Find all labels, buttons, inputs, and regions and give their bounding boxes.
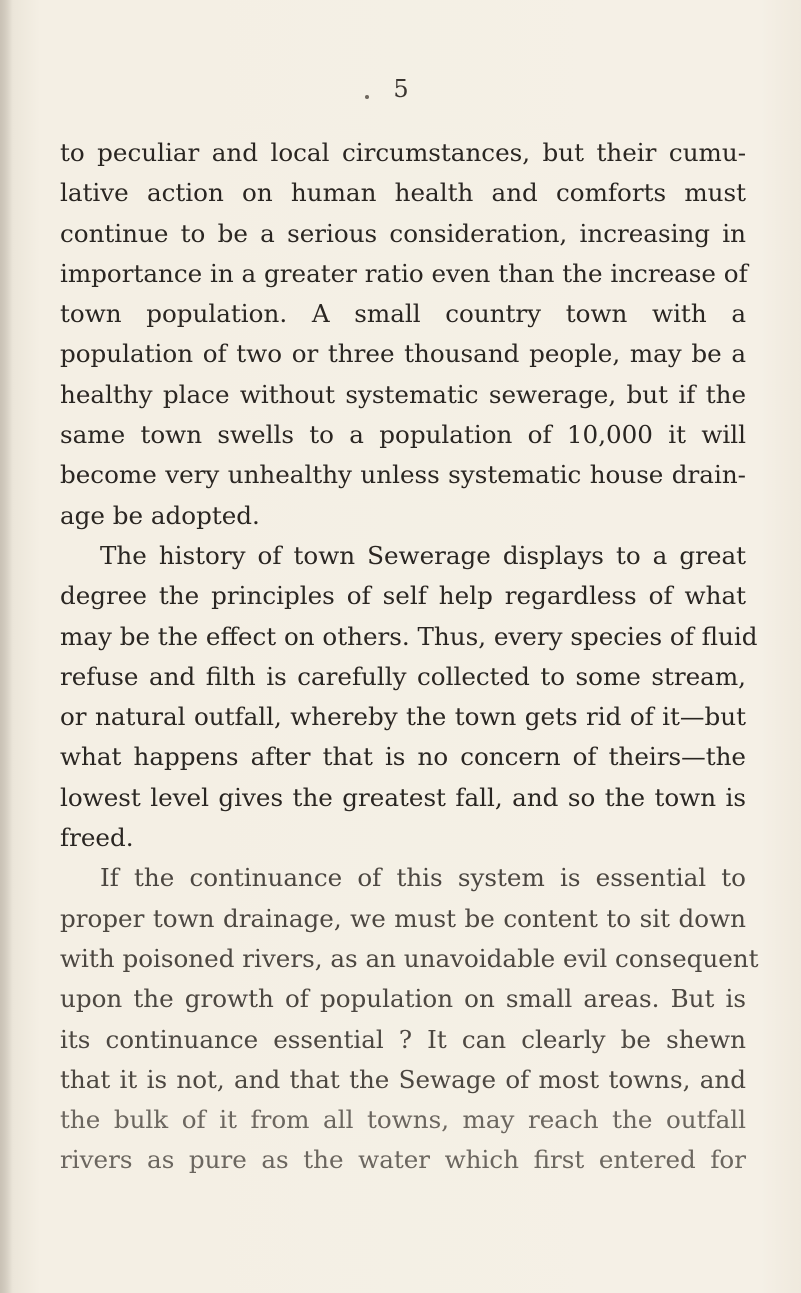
text-line: its continuance essential ? It can clearly be shewn (60, 1024, 746, 1054)
text-line: healthy place without systematic sewerage, but if the (60, 379, 746, 409)
text-line: same town swells to a population of 10,000 it will (60, 420, 746, 450)
text-line: that it is not, and that the Sewage of most towns, and (60, 1064, 746, 1094)
text-line: lative action on human health and comforts must (60, 178, 746, 208)
text-line: the bulk of it from all towns, may reach the outfall (60, 1105, 746, 1135)
text-line: upon the growth of population on small areas. But is (60, 984, 746, 1014)
printer-mark (365, 95, 369, 99)
text-line: to peculiar and local circumstances, but their cumu- (60, 138, 746, 167)
text-line: freed. (60, 823, 134, 853)
text-line: refuse and filth is carefully collected to some stream, (60, 661, 746, 691)
body-text (60, 133, 759, 1181)
text-line: rivers as pure as the water which first entered for (60, 1145, 746, 1175)
text-line: degree the principles of self help regardless of what (60, 581, 746, 611)
text-line: may be the effect on others. Thus, every species of fluid (60, 621, 758, 651)
page-gutter-shadow (0, 0, 12, 1293)
text-line: or natural outfall, whereby the town gets rid of it—but (60, 702, 746, 732)
text-line: population of two or three thousand people, may be a (60, 339, 746, 369)
text-line: The history of town Sewerage displays to a great (100, 540, 746, 570)
text-line: If the continuance of this system is essential to (100, 863, 746, 893)
page-number: 5 (393, 75, 409, 103)
text-line: town population. A small country town with a (60, 299, 746, 329)
text-line: continue to be a serious consideration, increasing in (60, 218, 746, 248)
text-line: with poisoned rivers, as an unavoidable evil consequent (60, 943, 759, 973)
text-line: age be adopted. (60, 500, 260, 530)
text-line: lowest level gives the greatest fall, and so the town is (60, 782, 746, 812)
text-line: what happens after that is no concern of theirs—the (60, 742, 746, 772)
text-line: become very unhealthy unless systematic house drain- (60, 460, 746, 490)
text-line: proper town drainage, we must be content to sit down (60, 903, 746, 933)
text-line: importance in a greater ratio even than the increase of (60, 258, 748, 288)
